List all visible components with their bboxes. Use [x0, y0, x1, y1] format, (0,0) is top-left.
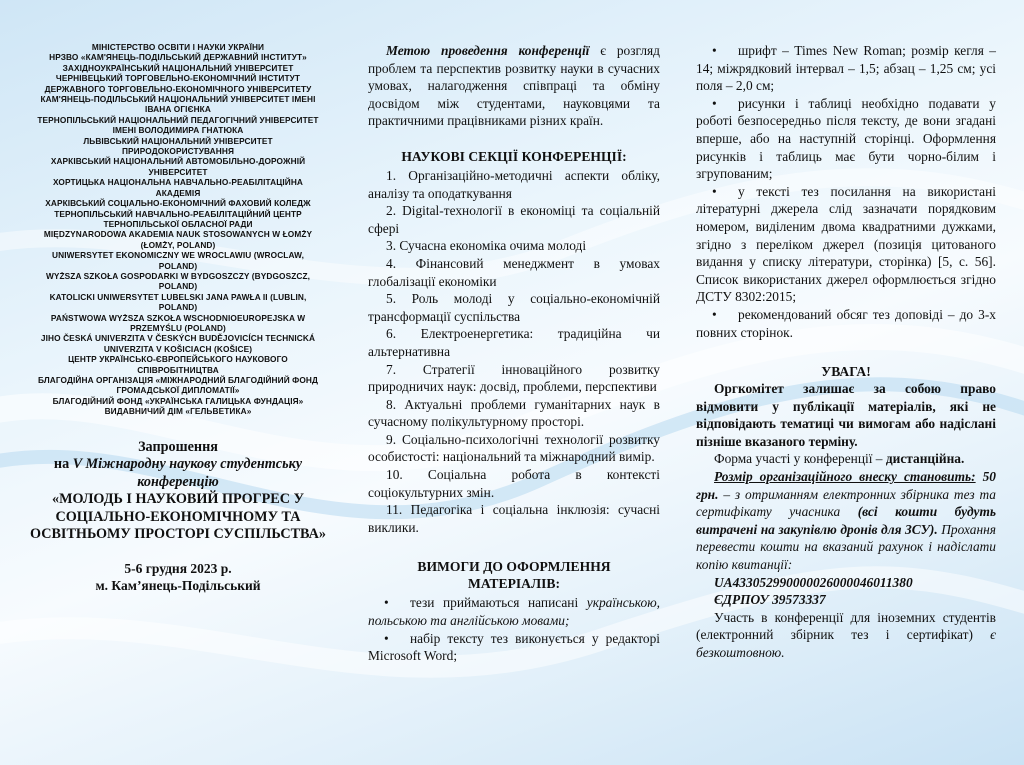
right-column	[696, 0, 996, 765]
organizer: ХАРКІВСЬКИЙ НАЦІОНАЛЬНИЙ АВТОМОБІЛЬНО-ДОРОЖНІЙ УНІВЕРСИТЕТ	[50, 156, 306, 177]
purpose-paragraph: Метою проведення конференції є розгляд проблем та перспектив розвитку науки в сучасних умовах, налагодження співпраці та обміну досвідом між студентами, науковцями та практичними працівниками різних країн.	[368, 43, 660, 129]
organizer: ЗАХІДНОУКРАЇНСЬКИЙ НАЦІОНАЛЬНИЙ УНІВЕРСИТЕТ	[62, 62, 294, 73]
organizer: MIĘDZYNARODOWA AKADEMIA NAUK STOSOWANYCH W ŁOMŻY (ŁOMŻY, POLAND)	[43, 229, 313, 250]
requirement-item: • у тексті тез посилання на використані літературні джерела слід зазначати порядковим номером, виділеним двома квадратними дужками, згідно з переліком джерел (позиція цитованого видання у списку літератури, сторінка) [5, с. 56]. Список використаних джерел оформлюється згідно ДСТУ 8302:2015;	[696, 183, 996, 305]
section-item: 11. Педагогіка і соціальна інклюзія: сучасні виклики.	[368, 502, 660, 535]
participation-form: Форма участі у конференції – дистанційна.	[714, 451, 965, 467]
organizer: ЦЕНТР УКРАЇНСЬКО-ЄВРОПЕЙСЬКОГО НАУКОВОГО СПІВРОБІТНИЦТВА	[68, 354, 288, 375]
requirement-item: • набір тексту тез виконується у редакторі Microsoft Word;	[368, 630, 660, 664]
bank-account-iban: UA433052990000026000046011380	[714, 574, 913, 590]
organizer: МІНІСТЕРСТВО ОСВІТИ І НАУКИ УКРАЇНИ	[91, 42, 265, 52]
section-item: 6. Електроенергетика: традиційна чи альтернативна	[368, 326, 660, 359]
organizer: ВИДАВНИЧИЙ ДІМ «ГЕЛЬВЕТИКА»	[104, 406, 252, 417]
attention-heading: УВАГА!	[821, 364, 871, 380]
organizer: ХАРКІВСЬКИЙ СОЦІАЛЬНО-ЕКОНОМІЧНИЙ ФАХОВИЙ КОЛЕДЖ	[45, 198, 311, 209]
organizer: ХОРТИЦЬКА НАЦІОНАЛЬНА НАВЧАЛЬНО-РЕАБІЛІТАЦІЙНА АКАДЕМІЯ	[52, 177, 304, 198]
bullet-icon: •	[712, 306, 717, 322]
invitation-title: Запрошення	[138, 438, 218, 455]
section-item: 1. Організаційно-методичні аспекти обліку, аналізу та оподаткування	[368, 167, 660, 201]
organizer: JIHO ČESKÁ UNIVERZITA V ČESKÝCH BUDĚJOVICÍCH TECHNICKÁ UNIVERZITA V KOŠICIACH (KOŠICE)	[40, 333, 316, 354]
organizer: ЧЕРНІВЕЦЬКИЙ ТОРГОВЕЛЬНО-ЕКОНОМІЧНИЙ ІНСТИТУТ ДЕРЖАВНОГО ТОРГОВЕЛЬНО-ЕКОНОМІЧНОГО УНІВЕРСИТЕТУ	[44, 73, 312, 94]
left-column	[28, 0, 328, 765]
edrpou-code: ЄДРПОУ 39573337	[714, 592, 826, 608]
organizer: WYŻSZA SZKOŁA GOSPODARKI W BYDGOSZCZY (BYDGOSZCZ, POLAND)	[45, 270, 311, 292]
bullet-icon: •	[712, 183, 717, 199]
section-item: 8. Актуальні проблеми гуманітарних наук в сучасному полікультурному просторі.	[368, 396, 660, 430]
organizer: ЛЬВІВСЬКИЙ НАЦІОНАЛЬНИЙ УНІВЕРСИТЕТ ПРИРОДОКОРИСТУВАННЯ	[83, 135, 273, 157]
organizer: БЛАГОДІЙНА ОРГАНІЗАЦІЯ «МІЖНАРОДНИЙ БЛАГОДІЙНИЙ ФОНД ГРОМАДСЬКОЇ ДИПЛОМАТІЇ»	[37, 375, 319, 396]
bullet-icon: •	[712, 95, 717, 111]
event-date-block	[28, 560, 328, 594]
section-item: 4. Фінансовий менеджмент в умовах глобалізації економіки	[368, 255, 660, 289]
requirement-item: • рисунки і таблиці необхідно подавати у роботі безпосередньо після тексту, де вони згадані вперше, або на наступній сторінці. Оформлення рисунків і таблиць має бути чорно-білим і згрупованим;	[696, 95, 996, 182]
section-item: 5. Роль молоді у соціально-економічній трансформації суспільства	[368, 291, 660, 324]
foreign-participants-note: Участь в конференції для іноземних студентів (електронний збірник тез і сертифікат) є безкоштовною.	[696, 609, 996, 660]
conference-name: «МОЛОДЬ І НАУКОВИЙ ПРОГРЕС У СОЦІАЛЬНО-ЕКОНОМІЧНОМУ ТА ОСВІТНЬОМУ ПРОСТОРІ СУСПІЛЬСТВА»	[30, 491, 326, 543]
invitation	[28, 439, 328, 544]
organizer: НРЗВО «КАМ'ЯНЕЦЬ-ПОДІЛЬСЬКИЙ ДЕРЖАВНИЙ ІНСТИТУТ»	[49, 52, 307, 63]
fee-info: Розмір організаційного внеску становить: 50 грн. – з отриманням електронних збірника тез та сертифікату учасника (всі кошти будуть витрачені на закупівлю дронів для ЗСУ). Прохання перевести кошти на вказаний рахунок і надіслати копію квитанції:	[696, 469, 997, 573]
organizer: KATOLICKI UNIWERSYTET LUBELSKI JANA PAWŁA II (LUBLIN, POLAND)	[49, 291, 307, 313]
event-date: 5-6 грудня 2023 р.	[124, 560, 232, 576]
organizing-committee-note: Оргкомітет залишає за собою право відмовити у публікації матеріалів, які не відповідають тематиці чи вимогам або надіслані пізніше вказаного терміну.	[696, 381, 996, 449]
organizer: БЛАГОДІЙНИЙ ФОНД «УКРАЇНСЬКА ГАЛИЦЬКА ФУНДАЦІЯ»	[52, 395, 304, 406]
requirement-item: • шрифт – Times New Roman; розмір кегля – 14; міжрядковий інтервал – 1,5; абзац – 1,25 см; усі поля – 2,0 см;	[696, 43, 996, 94]
requirement-item: • рекомендований обсяг тез доповіді – до 3-х повних сторінок.	[696, 306, 996, 340]
section-item: 10. Соціальна робота в контексті соціокультурних змін.	[368, 467, 660, 500]
requirements-heading: ВИМОГИ ДО ОФОРМЛЕННЯ МАТЕРІАЛІВ:	[417, 559, 611, 592]
sections-heading: НАУКОВІ СЕКЦІЇ КОНФЕРЕНЦІЇ:	[401, 148, 627, 164]
organizer: ТЕРНОПІЛЬСЬКИЙ НАЦІОНАЛЬНИЙ ПЕДАГОГІЧНИЙ УНІВЕРСИТЕТ ІМЕНІ ВОЛОДИМИРА ГНАТЮКА	[37, 114, 319, 136]
invitation-subtitle: на V Міжнародну наукову студентську конференцію	[53, 456, 303, 490]
section-item: 7. Стратегії інноваційного розвитку природничих наук: досвід, проблеми, перспективи	[368, 361, 660, 395]
middle-column	[368, 0, 660, 765]
section-item: 9. Соціально-психологічні технології розвитку особистості: національний та міжнародний вимір.	[368, 431, 660, 465]
section-item: 3. Сучасна економіка очима молоді	[386, 238, 587, 254]
organizer: КАМ'ЯНЕЦЬ-ПОДІЛЬСЬКИЙ НАЦІОНАЛЬНИЙ УНІВЕРСИТЕТ ІМЕНІ ІВАНА ОГІЄНКА	[40, 94, 316, 115]
organizer: ТЕРНОПІЛЬСЬКИЙ НАВЧАЛЬНО-РЕАБІЛІТАЦІЙНИЙ ЦЕНТР ТЕРНОПІЛЬСЬКОЇ ОБЛАСНОЇ РАДИ	[54, 208, 302, 229]
organizer: PAŃSTWOWA WYŻSZA SZKOŁA WSCHODNIOEUROPEJSKA W PRZEMYŚLU (POLAND)	[50, 312, 306, 333]
requirement-item: • тези приймаються написані українською, польською та англійською мовами;	[368, 595, 660, 629]
organizers-list	[28, 42, 328, 417]
bullet-icon: •	[384, 595, 389, 611]
section-item: 2. Digital-технології в економіці та соціальній сфері	[368, 203, 660, 236]
requirements-continued	[696, 42, 996, 341]
bullet-icon: •	[712, 43, 717, 58]
event-city: м. Кам’янець-Подільський	[95, 577, 261, 593]
bullet-icon: •	[384, 630, 389, 646]
organizer: UNIWERSYTET EKONOMICZNY WE WROCLAWIU (WROCLAW, POLAND)	[52, 250, 304, 271]
sections-list	[368, 167, 660, 536]
